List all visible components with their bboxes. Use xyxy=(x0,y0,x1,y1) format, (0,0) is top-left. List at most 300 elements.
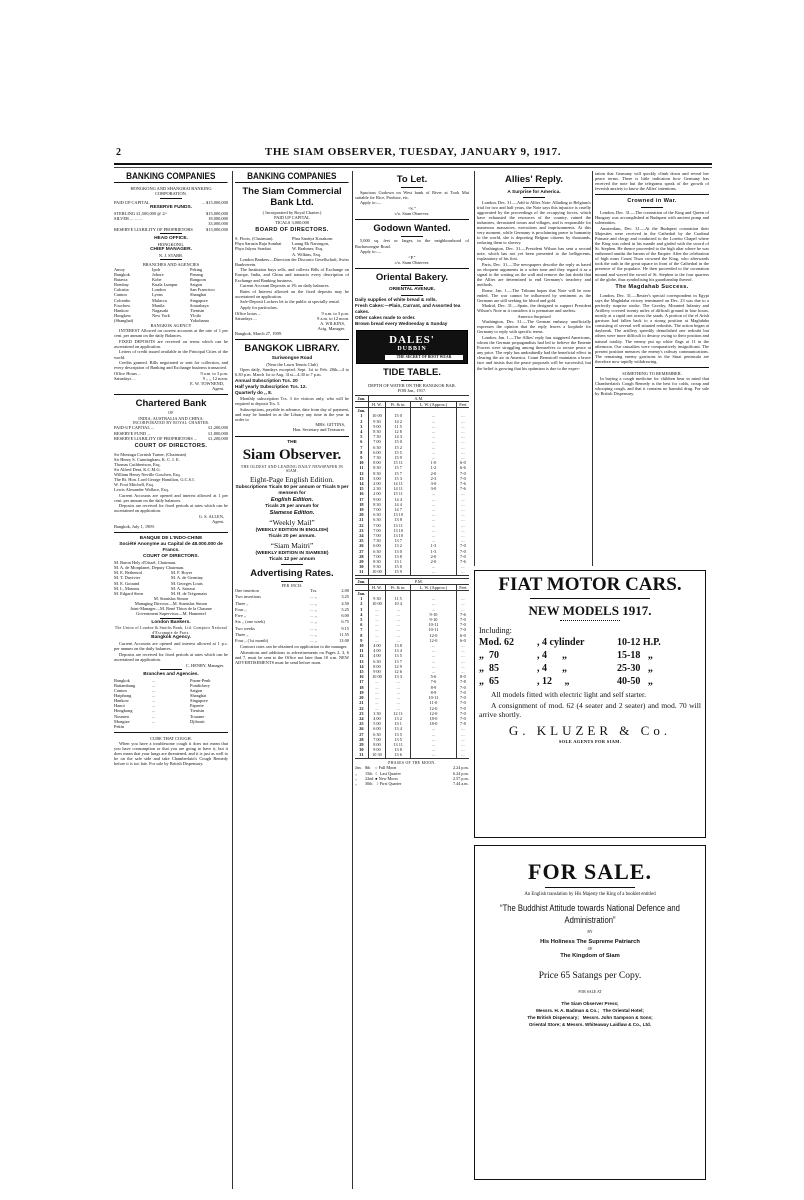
text-line: INDIA, AUSTRALIA AND CHINA. xyxy=(138,415,204,421)
paragraph: London, Jan. 1.—The Allies' reply has staggered Americans, whom the German propagandists had led to believe the Entente Powers were struggling among themselves to secure peace at any price. The reply has undoubtedly had the beneficial effect in clearing the air in America. Count Bernstorff maintains a brave face and insists that the peace proposals will be successful, but the belief is growing that his optimism is due to the expec- xyxy=(477,334,591,371)
tide-cell: 2-0 xyxy=(411,554,457,559)
text-line: FOR Jan., 1917. xyxy=(397,387,427,393)
tide-day: 22 xyxy=(359,705,364,711)
tide-cell: ... xyxy=(386,612,411,617)
tide-cell: 7-0 xyxy=(456,627,469,632)
tide-cell: 13 7 xyxy=(386,538,411,543)
tide-cell: ... xyxy=(411,747,457,752)
text-line: The Union of London & Smiths Bank, Ltd. Comptoir National d'Escompte de Paris. xyxy=(114,626,228,635)
tide-cell: 15 0 xyxy=(386,413,411,418)
tide-day: 3 xyxy=(360,606,363,612)
text-line: Société Anonyme au Capital de 48.000.000 de Francs. xyxy=(119,542,223,554)
listing-cell: San Francisco xyxy=(190,287,215,293)
tide-cell: 10-11 xyxy=(411,627,457,632)
tide-cell: ... xyxy=(411,664,457,669)
listing-cell: Shanghai xyxy=(190,693,207,699)
text-line: c/o. Siam Observer. xyxy=(394,259,430,265)
short-divider xyxy=(523,197,545,198)
rate-label: Three ,, xyxy=(235,631,249,637)
fiat-including: Including: xyxy=(479,626,512,635)
model-cylinders: , 12 „ xyxy=(537,676,570,687)
tide-cell: 7-0 xyxy=(456,690,469,695)
text-line: PHASES OF THE MOON. xyxy=(388,760,436,765)
fiat-agent: G. KLUZER & Co. xyxy=(508,723,672,738)
tide-cell: ... xyxy=(456,601,469,606)
tide-cell: 15 9 xyxy=(386,455,411,460)
tide-cell: ... xyxy=(456,659,469,664)
tide-day: 23 xyxy=(359,527,364,533)
tide-cell: 7-0 xyxy=(456,700,469,705)
text-line: A Surprise for America. xyxy=(507,189,561,195)
listing-cell: Calcutta xyxy=(114,287,129,293)
paragraph: Deposits are received for fixed periods at rates which can be ascertained on application. xyxy=(114,503,228,514)
tide-cell: ... xyxy=(386,633,411,638)
tide-day: 18 xyxy=(359,684,364,690)
text-line: Bangkok Agency. xyxy=(151,635,191,641)
text-line: Sir Henry S. Cunningham, K. C. I. E. xyxy=(114,456,180,462)
tide-cell: ... xyxy=(411,564,457,569)
signature-line: Hon. Secretary and Treasurer. xyxy=(292,427,345,433)
signature-line: A. WILKINS, xyxy=(320,320,345,326)
tide-cell: ... xyxy=(386,706,411,711)
tide-cell: 7 00 xyxy=(368,507,385,512)
key-value-row xyxy=(114,436,228,441)
tide-cell: 13 3 xyxy=(386,674,411,679)
listing-cell xyxy=(235,252,292,257)
book-author: His Holiness The Supreme Patriarch xyxy=(540,938,640,945)
listing-cell: Papeete xyxy=(190,703,204,709)
tide-cell: ... xyxy=(411,752,457,758)
model-name: Mod. 62 xyxy=(479,637,514,648)
short-divider xyxy=(160,669,182,670)
for-sale-ad xyxy=(474,845,706,1180)
listing-cell: Lyons xyxy=(152,292,163,298)
rate-label: Three ,, xyxy=(235,600,249,606)
tide-cell: 15 7 xyxy=(386,465,411,470)
text-line: N. J. STABB. xyxy=(158,252,184,258)
tide-day: 25 xyxy=(359,538,364,544)
fiat-features: All models fitted with electric light and self starter. xyxy=(491,690,646,699)
model-cylinders: , 4 cylinder xyxy=(537,637,585,648)
listing-cell: Shanghai xyxy=(190,292,207,298)
tide-cell: ... xyxy=(368,706,385,711)
headline: The Siam Commercial Bank Ltd. xyxy=(242,186,342,208)
tide-day: 3 xyxy=(360,423,363,429)
divider xyxy=(114,732,228,733)
short-divider xyxy=(401,187,423,188)
tide-cell: 2 00 xyxy=(368,491,385,496)
listing-cell: Foochow xyxy=(114,302,131,308)
tide-cell: 13 2 xyxy=(386,716,411,721)
tide-cell: 13 7 xyxy=(386,659,411,664)
tide-cell: 13 0 xyxy=(386,549,411,554)
text-line: “Siam Maitri” xyxy=(270,540,314,550)
listing-row xyxy=(235,252,349,257)
tide-cell: ... xyxy=(456,732,469,737)
tide-cell: ... xyxy=(368,638,385,643)
fiat-consignment: A consignment of mod. 62 (4 seater and 2 seater) and mod. 70 will arrive shortly. xyxy=(479,701,701,719)
moon-phase-cell: „ xyxy=(355,781,357,787)
tide-cell: 11 5 xyxy=(386,596,411,601)
tide-cell: ... xyxy=(411,424,457,429)
tide-header: L. W. (Approx.) xyxy=(411,401,457,407)
tide-cell: 13 1 xyxy=(386,721,411,726)
tide-row xyxy=(355,752,469,758)
tide-cell: ... xyxy=(411,502,457,507)
short-divider xyxy=(160,198,182,199)
tide-cell: 7 30 xyxy=(368,455,385,460)
text-line: America Surprised xyxy=(517,314,551,320)
signature-line: G. S. ALLEN, xyxy=(198,513,224,519)
signature-line: C. HENRY, Manager. xyxy=(185,662,224,668)
tide-cell: 2 00 xyxy=(368,481,385,486)
tide-day: 20 xyxy=(359,512,364,518)
model-cylinders: , 4 „ xyxy=(537,650,567,661)
tide-cell: 7-0 xyxy=(456,554,469,559)
tide-cell: ... xyxy=(386,638,411,643)
stockist-line: The Siam Observer Press; xyxy=(561,1000,619,1006)
dales-subtitle: DUBBIN xyxy=(397,346,427,353)
row-label: Saturdays ... xyxy=(114,375,136,381)
listing-cell: ... xyxy=(152,682,156,688)
listing-cell: Rangoon xyxy=(190,277,206,283)
listing-cell: Johore xyxy=(152,272,164,278)
rate-currency: ... ,, xyxy=(310,600,317,606)
row-value: 18,000,000 xyxy=(208,216,228,222)
text-line: William Henry Neville Goschen, Esq. xyxy=(114,472,181,478)
tide-cell: ... xyxy=(411,643,457,648)
tide-cell: 14 11 xyxy=(386,486,411,491)
for-sale-intro: An English translation by His Majesty the King of a booklet entitled xyxy=(524,892,656,897)
tide-cell: 5-6 xyxy=(411,674,457,679)
tide-cell: ... xyxy=(411,596,457,601)
tide-day: 10 xyxy=(359,460,364,466)
tide-day: 16 xyxy=(359,491,364,497)
tide-cell: 14 2 xyxy=(386,419,411,424)
tide-cell: ... xyxy=(411,726,457,731)
listing-cell: ... xyxy=(152,693,156,699)
tide-cell: 7 00 xyxy=(368,528,385,533)
bold-line: Quarterly do ,, 8. xyxy=(235,389,272,395)
moon-phase-cell: 8th xyxy=(365,765,371,771)
rate-label: Four ,, (1st month) xyxy=(235,637,269,643)
tide-cell: 1-2 xyxy=(411,465,457,470)
tide-cell: ... xyxy=(456,445,469,450)
tide-day: 19 xyxy=(359,689,364,695)
row-label: STERLING £1,500,000 @ 2/- xyxy=(114,211,168,217)
text-line: “S.” xyxy=(408,205,416,211)
tide-cell: ... xyxy=(411,737,457,742)
rate-amount: 6.75 xyxy=(341,619,349,625)
listing-cell xyxy=(190,724,228,729)
text-line: (WEEKLY EDITION IN SIAMESE) xyxy=(255,550,329,556)
tide-header: Ft. & in. xyxy=(386,584,411,590)
paragraph: Madrid, Dec. 31.—Spain, the designed to support President Wilson's Note as it considers it is premature and useless. xyxy=(477,303,591,314)
tide-cell: ... xyxy=(386,617,411,622)
text-line: Ticals 12 per annum xyxy=(268,556,316,562)
tide-cell: 7-6 xyxy=(456,612,469,617)
tide-day: 29 xyxy=(359,741,364,747)
rate-label: Two weeks xyxy=(235,625,255,631)
tide-day: 4 xyxy=(360,611,363,617)
headline: Allies' Reply. xyxy=(504,174,564,185)
rate-amount: 9.15 xyxy=(341,625,349,631)
row-label: RESERVE LIABILITY OF PROPRIETORS ... xyxy=(114,435,198,441)
listing-cell xyxy=(152,724,190,729)
text-line: W. Foot Mitchell, Esq. xyxy=(114,482,154,488)
tide-cell: 8 30 xyxy=(368,429,385,434)
tide-cell: 12 6 xyxy=(386,669,411,674)
tide-cell: 10 00 xyxy=(368,413,385,418)
tide-header: H. W. xyxy=(368,584,385,590)
tide-cell: 13 5 xyxy=(386,653,411,658)
tide-period-label: A.M. xyxy=(368,395,469,401)
tide-cell: ... xyxy=(386,607,411,612)
listing-cell: Canton xyxy=(114,688,127,694)
listing-cell: (Shanghai) xyxy=(114,317,134,323)
tide-cell: 13 2 xyxy=(386,543,411,548)
tide-cell: ... xyxy=(456,528,469,533)
tide-cell: 1-3 xyxy=(411,549,457,554)
listing-cell: Colombo xyxy=(114,297,131,303)
listing-cell: Batavia xyxy=(114,277,128,283)
tide-cell: ... xyxy=(386,690,411,695)
text-line: “Weekly Mail” xyxy=(269,517,315,527)
text-line: HEAD OFFICE. xyxy=(154,235,188,241)
tide-day: 9 xyxy=(360,454,363,460)
tide-cell: ... xyxy=(456,523,469,528)
bold-line: Daily supplies of white bread & rolls. xyxy=(355,297,437,303)
text-line: London Bankers. xyxy=(151,620,191,626)
model-horsepower: 10-12 H.P. xyxy=(617,637,661,648)
text-line: M. A. de Monplanet, Deputy Chairman. xyxy=(114,565,185,571)
tide-cell: 13 5 xyxy=(386,732,411,737)
tide-cell: 7 00 xyxy=(368,554,385,559)
tide-cell: 7-0 xyxy=(456,476,469,481)
tide-cell: ... xyxy=(411,538,457,543)
column-allies-reply xyxy=(474,171,591,566)
model-name: „ 65 xyxy=(479,676,499,687)
listing-row xyxy=(114,724,228,729)
text-line: RESERVE FUNDS. xyxy=(149,205,193,211)
book-price: Price 65 Satangs per Copy. xyxy=(538,970,642,981)
paragraph: Contract rates can be obtained on application to the manager. xyxy=(240,644,348,650)
tide-cell: ... xyxy=(456,512,469,517)
tide-cell: 9 00 xyxy=(368,424,385,429)
moon-phase-cell: ☽ First Quarter xyxy=(375,781,402,787)
tide-cell: 13 8 xyxy=(386,747,411,752)
tide-cell: ... xyxy=(368,700,385,705)
rate-amount: 2.00 xyxy=(341,588,349,594)
tide-cell: 10 00 xyxy=(368,569,385,575)
paragraph: London, Dec. 31.—Reuter's special correspondent in Egypt says the Maghdaba victory terminated on Dec. 23 was due to a perfectly surprise stroke. The Cavalry, Mounted Infantry and Artillery covered twenty miles of difficult ground in four hours, mostly at a rapid trot across the sands. A portion of the el Arish garrison had fallen back to a strong position at Maghdaba consisting of several well situated redoubts. The action began at daybreak. The artillery speedily demolished one redoubt but others were more difficult to destroy owing to their position and natural totality. The enemy put up white flags at 11 in the afternoon. Our casualties were comparatively insignificant. The present position menaces the enemy's railway communications. The remaining enemy garrisons in the Sinai peninsula are therefore now rapidly withdrawing. xyxy=(595,292,709,364)
bold-line: Other cakes made to order. xyxy=(355,315,416,321)
tide-cell: ... xyxy=(411,507,457,512)
tide-day: 24 xyxy=(359,533,364,538)
column-banking-1 xyxy=(114,171,228,1189)
divider xyxy=(355,219,469,220)
tide-cell: 8-9 xyxy=(411,690,457,695)
signature-line: Agent. xyxy=(212,386,224,392)
tide-cell: 11-0 xyxy=(411,700,457,705)
listing-cell: Tientsin xyxy=(190,708,205,714)
tide-day: 29 xyxy=(359,559,364,565)
moon-phase-cell: 15th xyxy=(365,770,373,776)
tide-cell: 15 11 xyxy=(386,491,411,496)
tide-day: 1 xyxy=(360,413,363,419)
tide-day: 23 xyxy=(359,710,364,716)
book-title: “The Buddhist Attitude towards National Defence and Administration” xyxy=(500,902,680,925)
text-line: INCORPORATED BY ROYAL CHARTER. xyxy=(132,420,210,425)
tide-day: 8 xyxy=(360,449,363,455)
tide-day: 17 xyxy=(359,679,364,685)
of-label: OF xyxy=(587,946,593,951)
paragraph: Safe-Deposit Lockers let to the public at specially rental. xyxy=(240,299,340,305)
tide-cell: 13 8 xyxy=(386,554,411,559)
listing-cell: Manila xyxy=(152,302,165,308)
tide-day: 30 xyxy=(359,747,364,753)
model-horsepower: 40-50 „ xyxy=(617,676,653,687)
bold-line: Half yearly Subscription Tcs. 12. xyxy=(235,383,307,389)
page-number: 2 xyxy=(116,147,121,158)
divider xyxy=(355,268,469,269)
tide-cell: ... xyxy=(368,690,385,695)
divider xyxy=(114,532,228,533)
tide-cell: ... xyxy=(456,653,469,658)
bold-line: Brown bread every Wednesday & Sunday xyxy=(355,321,448,327)
tide-cell: 7-6 xyxy=(456,481,469,486)
moon-phase-cell: „ xyxy=(355,775,357,781)
stockist-list xyxy=(479,1000,701,1028)
paragraph: When you have a troublesome cough it does not mean that you have consumption or that you are going to have it, but it does mean that your lungs are threatened, and it is just as well to be on the safe side and take Chamberlain's Cough Remedy before it is too late. For sale by British Dispensary. xyxy=(114,740,228,767)
tide-cell: 7-0 xyxy=(456,617,469,622)
tide-day: 18 xyxy=(359,501,364,507)
tide-cell: 3 00 xyxy=(368,476,385,481)
tide-day: 5 xyxy=(360,434,363,440)
tide-cell: ... xyxy=(368,622,385,627)
text-line: Subscriptions Ticals 50 per annum or Ticals 5 per mensem for xyxy=(235,484,349,496)
text-line: PER INCH. xyxy=(281,583,303,588)
tide-cell: ... xyxy=(411,450,457,455)
short-divider xyxy=(401,236,423,237)
tide-cell: 6 00 xyxy=(368,726,385,731)
tide-cell: ... xyxy=(386,622,411,627)
moon-phase-cell: 7.44 a.m. xyxy=(453,781,469,787)
subheading: Crowned in War. xyxy=(627,198,677,205)
row-label: RESERVE FUND ... xyxy=(114,430,151,436)
tide-cell: 13 8 xyxy=(386,643,411,648)
tide-cell: ... xyxy=(456,569,469,575)
row-value: 9 a.m. to 3 p.m. xyxy=(321,310,349,316)
listing-cell: London xyxy=(152,287,166,293)
tide-cell: 6 30 xyxy=(368,512,385,517)
tide-cell: 14 4 xyxy=(386,502,411,507)
tide-cell: 13 1 xyxy=(386,559,411,564)
row-value: £1,800,000 xyxy=(208,430,228,436)
text-line: “P.” xyxy=(408,254,416,260)
tide-cell: 12-0 xyxy=(411,638,457,643)
tide-cell: ... xyxy=(411,497,457,502)
by-label: BY xyxy=(587,929,593,934)
tide-cell: 13 4 xyxy=(386,726,411,731)
listing-cell: Saigon xyxy=(190,282,203,288)
rate-label: Two insertions xyxy=(235,594,261,600)
bold-line: Fresh Cakes:—Plain, Currant, and Assorted tea cakes. xyxy=(355,303,461,315)
tide-cell: 4 00 xyxy=(368,653,385,658)
tide-cell: 7 00 xyxy=(368,737,385,742)
row-value: £1,200,000 xyxy=(208,435,228,441)
tide-cell: 6 30 xyxy=(368,445,385,450)
listing-cell: ... xyxy=(152,703,156,709)
listing-cell: Nagasaki xyxy=(152,307,169,313)
paragraph: Apply for particulars. xyxy=(240,305,278,310)
tide-cell: 15 0 xyxy=(386,564,411,569)
paragraph: Alterations and additions to advertisements on Pages 2, 3, 6 and 7, must be sent to the Office not later than 10 a.m. NEW ADVERTISEMENTS must be send before noon. xyxy=(235,649,349,665)
text-line: BANGKOK AGENCY xyxy=(150,322,192,328)
listing-cell: Bangkok xyxy=(114,677,130,683)
tide-cell: 10 4 xyxy=(386,601,411,606)
tide-cell: ... xyxy=(456,497,469,502)
row-value: 33,000,000 xyxy=(208,221,228,227)
listing-cell: Ipoh xyxy=(152,266,161,272)
tide-cell: ... xyxy=(411,669,457,674)
listing-cell: Djibouti xyxy=(190,718,205,724)
row-label: PAID-UP CAPITAL ... xyxy=(114,425,155,431)
text-line: M. Stanislas Simon xyxy=(153,595,189,601)
tide-cell: 13 11 xyxy=(386,742,411,747)
listing-cell: Noumea xyxy=(114,713,129,719)
tide-cell: ... xyxy=(456,439,469,444)
headline: Chartered Bank xyxy=(135,398,207,410)
tide-cell: 9-10 xyxy=(411,617,457,622)
fiat-subtitle: NEW MODELS 1917. xyxy=(528,602,652,618)
listing-cell: Hongkong xyxy=(114,708,133,714)
moon-phase-cell: Jan. xyxy=(355,765,362,771)
tide-cell: 15 7 xyxy=(386,471,411,476)
tide-cell: 8 00 xyxy=(368,460,385,465)
short-divider xyxy=(160,259,182,260)
tide-cell: ... xyxy=(456,726,469,731)
headline: Oriental Bakery. xyxy=(375,271,449,283)
rate-label: Five ,, xyxy=(235,613,247,619)
tide-cell: ... xyxy=(368,612,385,617)
tide-cell: ... xyxy=(368,627,385,632)
tide-cell: 7-0 xyxy=(456,622,469,627)
short-divider xyxy=(401,295,423,296)
tide-cell: ... xyxy=(411,455,457,460)
tide-cell: ... xyxy=(456,502,469,507)
signature-line: E. W. TOWNEND, xyxy=(190,381,224,386)
tide-cell: 12-0 xyxy=(411,706,457,711)
tide-cell: 7-0 xyxy=(456,471,469,476)
rate-amount: 5.25 xyxy=(341,606,349,612)
listing-cell: S. Floris, (Chairman). xyxy=(235,236,274,242)
tide-cell: 7-0 xyxy=(456,685,469,690)
rate-currency: Tcs. xyxy=(310,588,318,594)
text-line: THE OLDEST AND LEADING DAILY NEWSPAPER IN SIAM. xyxy=(240,464,344,474)
model-name: „ 85 xyxy=(479,663,499,674)
tide-period-label: P.M. xyxy=(368,578,469,584)
tide-cell: 4 00 xyxy=(368,716,385,721)
text-line: Sir Montagu Cornish Turner, (Chairman) xyxy=(114,451,187,457)
tide-cell: ... xyxy=(456,538,469,543)
tide-cell: 7 30 xyxy=(368,538,385,543)
tide-day: 4 xyxy=(360,428,363,434)
tide-cell: ... xyxy=(411,742,457,747)
rate-label: One insertion xyxy=(235,588,259,594)
paragraph: 5,000 sq. feet or larger, in the neighbourhood of Rachawongse Road. xyxy=(355,238,469,249)
paragraph: Current Accounts are opened and interest allowed at 1 per cent. per annum on the daily balances. xyxy=(114,492,228,503)
